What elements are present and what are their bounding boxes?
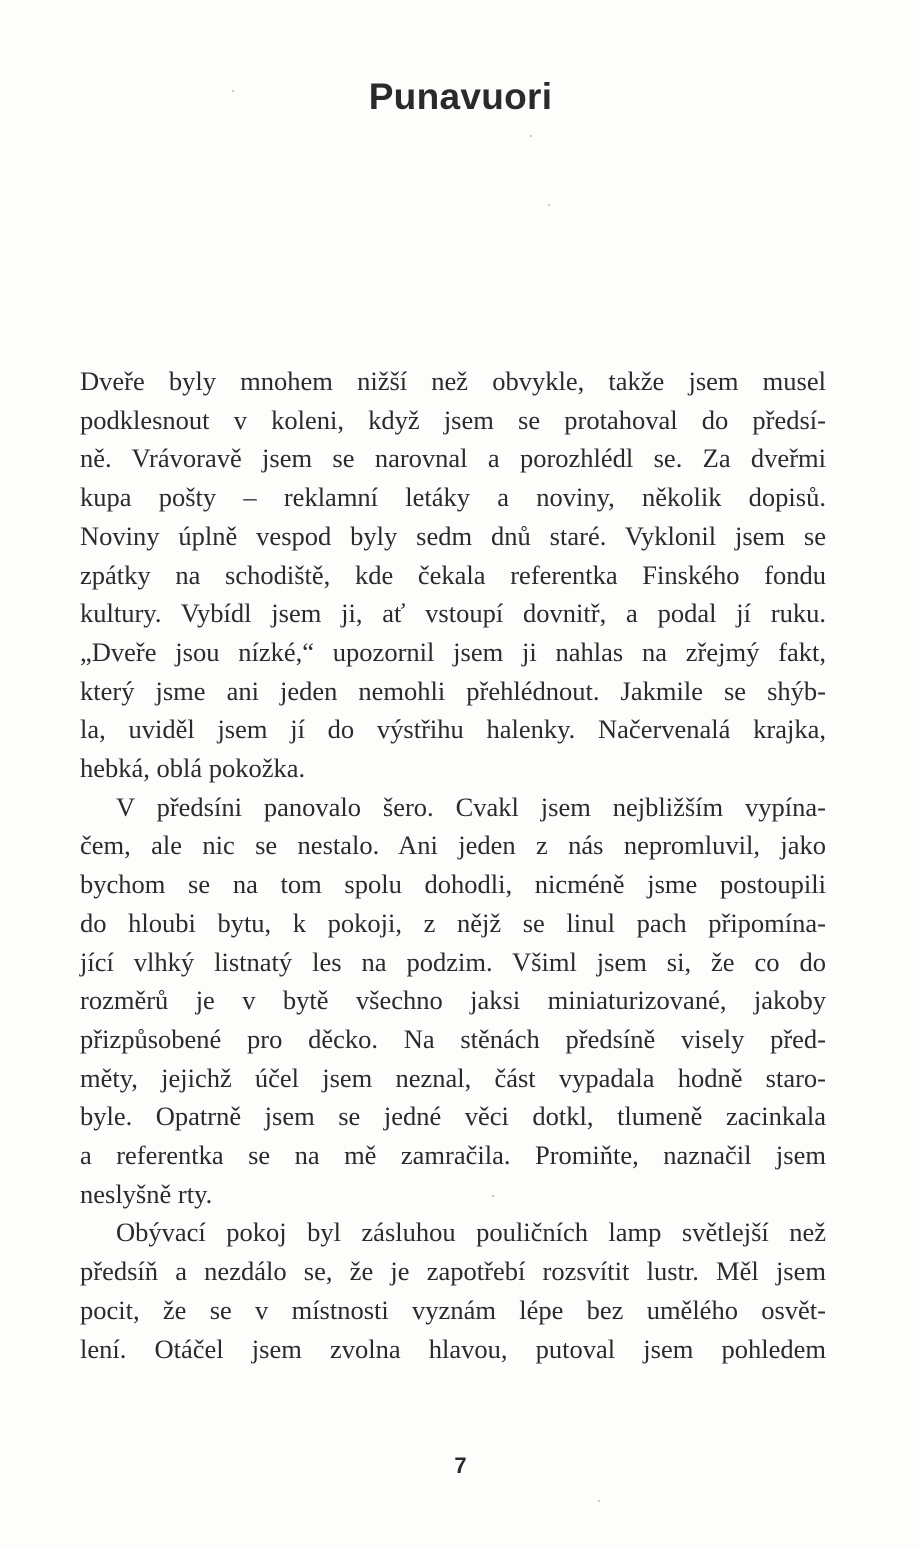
text-line: jící vlhký listnatý les na podzim. Všiml jsem si, že co do [80, 946, 826, 977]
text-line: Obývací pokoj byl zásluhou pouličních lamp světlejší než [116, 1217, 826, 1248]
text-line: do hloubi bytu, k pokoji, z nějž se linul pach připomína- [80, 907, 826, 938]
text-line: „Dveře jsou nízké,“ upozornil jsem ji nahlas na zřejmý fakt, [80, 636, 826, 667]
paragraph [80, 362, 826, 788]
text-line: Dveře byly mnohem nižší než obvykle, takže jsem musel [80, 366, 826, 396]
text-line: hebká, oblá pokožka. [80, 753, 306, 784]
text-line: la, uviděl jsem jí do výstřihu halenky. Načervenalá krajka, [80, 714, 826, 745]
text-line: pocit, že se v místnosti vyznám lépe bez umělého osvět- [80, 1294, 826, 1325]
text-line: neslyšně rty. [80, 1178, 213, 1209]
text-line: zpátky na schodiště, kde čekala referentka Finského fondu [80, 559, 826, 590]
text-line: měty, jejichž účel jsem neznal, část vypadala hodně staro- [80, 1062, 826, 1093]
text-line: rozměrů je v bytě všechno jaksi miniaturizované, jakoby [80, 985, 826, 1016]
text-line: podklesnout v koleni, když jsem se protahoval do předsí- [80, 404, 826, 435]
paper-speck [548, 204, 550, 206]
text-line: kultury. Vybídl jsem ji, ať vstoupí dovnitř, a podal jí ruku. [80, 598, 826, 629]
paragraph [80, 788, 826, 1214]
text-line: byle. Opatrně jsem se jedné věci dotkl, tlumeně zacinkala [80, 1101, 826, 1132]
text-line: ně. Vrávoravě jsem se narovnal a porozhlédl se. Za dveřmi [80, 443, 826, 474]
chapter-title: Punavuori [368, 76, 553, 117]
text-line: bychom se na tom spolu dohodli, nicméně jsme postoupili [80, 869, 826, 900]
text-line: kupa pošty – reklamní letáky a noviny, několik dopisů. [80, 482, 826, 513]
text-line: lení. Otáčel jsem zvolna hlavou, putoval jsem pohledem [80, 1333, 826, 1364]
page-number: 7 [454, 1453, 467, 1478]
text-line: předsíň a nezdálo se, že je zapotřebí rozsvítit lustr. Měl jsem [80, 1256, 826, 1287]
text-line: čem, ale nic se nestalo. Ani jeden z nás nepromluvil, jako [80, 830, 826, 861]
paper-speck [530, 135, 532, 137]
text-line: a referentka se na mě zamračila. Promiňte, naznačil jsem [80, 1140, 826, 1171]
text-line: který jsme ani jeden nemohli přehlédnout. Jakmile se shýb- [80, 675, 826, 706]
text-line: Noviny úplně vespod byly sedm dnů staré. Vyklonil jsem se [80, 520, 826, 551]
paragraph [80, 1213, 826, 1368]
text-line: přizpůsobené pro děcko. Na stěnách předsíně visely před- [80, 1023, 826, 1054]
body-text [80, 362, 826, 1368]
paper-speck [598, 1500, 600, 1502]
text-line: V předsíni panovalo šero. Cvakl jsem nejbližším vypína- [116, 791, 826, 822]
